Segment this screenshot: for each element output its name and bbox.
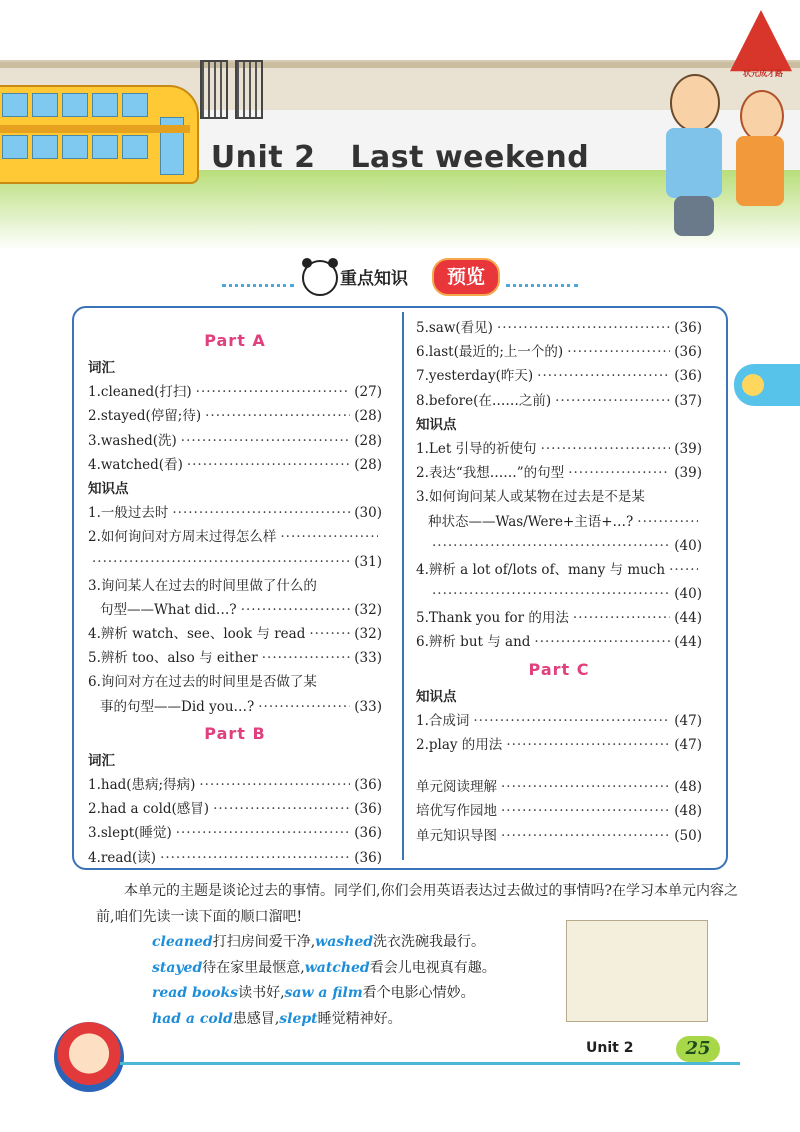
entry-title: 8.before(在……之前) <box>416 392 552 409</box>
rhyme-text: 待在家里最惬意, <box>202 959 305 976</box>
entry-page: (36) <box>354 777 382 793</box>
entry-page: (47) <box>674 737 702 753</box>
rhyme-text: 看会儿电视真有趣。 <box>369 959 496 976</box>
entry-title: 5.saw(看见) <box>416 320 493 336</box>
entry-title: 5.辨析 too、also 与 either <box>88 650 258 667</box>
entry-title: 1.一般过去时 <box>88 505 169 522</box>
rhyme-keyword: had a cold <box>152 1010 233 1027</box>
contents-entry <box>416 775 702 799</box>
rhyme-keyword: saw a film <box>284 985 363 1001</box>
entry-title: 4.辨析 watch、see、look 与 read <box>88 626 306 643</box>
entry-page: (36) <box>674 344 702 361</box>
dot-leader <box>473 709 670 733</box>
contents-entry <box>416 437 702 461</box>
section-heading: 知识点 <box>88 480 129 497</box>
entry-page: (39) <box>674 440 702 457</box>
contents-entry <box>88 453 382 477</box>
contents-entry <box>416 510 702 534</box>
entry-page: (36) <box>674 368 702 385</box>
dotted-line-left <box>222 284 294 287</box>
contents-entry <box>416 630 702 654</box>
rhyme-keyword: slept <box>279 1010 318 1027</box>
entry-page: (36) <box>354 801 382 818</box>
entry-page: (33) <box>354 698 382 715</box>
entry-page: (28) <box>354 408 382 425</box>
rhyme-keyword: stayed <box>152 959 203 976</box>
dot-leader <box>534 630 670 654</box>
entry-page: (47) <box>674 712 702 729</box>
rhyme-line <box>152 981 582 1007</box>
page-title <box>0 140 800 175</box>
rhyme-block <box>152 930 582 1032</box>
entry-title: 2.had a cold(感冒) <box>88 801 210 818</box>
dot-leader <box>213 797 350 821</box>
unit-title: Last weekend <box>350 140 590 175</box>
rhyme-keyword: watched <box>304 959 370 976</box>
footer-line <box>120 1062 740 1065</box>
entry-title: 4.read(读) <box>88 849 157 866</box>
part-heading: Part C <box>528 659 590 679</box>
dot-leader <box>280 525 378 549</box>
rhyme-text: 患感冒, <box>232 1010 280 1027</box>
contents-entry <box>416 733 702 757</box>
contents-entry <box>416 534 702 558</box>
entry-title: 1.had(患病;得病) <box>88 777 196 793</box>
dot-leader <box>637 510 698 534</box>
dot-leader <box>537 364 670 388</box>
entry-page: (40) <box>674 586 702 603</box>
rhyme-keyword: washed <box>315 934 374 950</box>
gate-right <box>235 60 263 119</box>
contents-entry <box>416 582 702 606</box>
bus-stripe <box>0 125 190 133</box>
contents-entry <box>88 695 382 719</box>
page-number: 25 <box>676 1036 720 1062</box>
entry-page: (36) <box>354 825 382 842</box>
rhyme-text: 读书好, <box>238 985 285 1001</box>
entry-title: 1.cleaned(打扫) <box>88 384 192 401</box>
rhyme-line <box>152 1007 582 1033</box>
entry-title: 1.合成词 <box>416 712 470 729</box>
entry-title: 2.如何询问对方周末过得怎么样 <box>88 529 277 546</box>
contents-entry <box>416 799 702 823</box>
section-heading: 词汇 <box>88 752 115 769</box>
preview-badge: 预览 <box>432 258 500 296</box>
contents-right-column <box>416 316 702 848</box>
dot-leader <box>172 501 350 525</box>
dot-leader <box>196 380 351 404</box>
entry-page: (39) <box>674 465 702 482</box>
section-heading: 知识点 <box>416 688 457 705</box>
entry-title: 5.Thank you for 的用法 <box>416 610 569 627</box>
rhyme-text: 洗衣洗碗我最行。 <box>373 934 486 950</box>
dot-leader <box>187 453 350 477</box>
entry-page: (28) <box>354 432 382 449</box>
entry-title: 3.washed(洗) <box>88 432 177 449</box>
entry-page: (44) <box>674 610 702 627</box>
entry-title: 2.表达“我想……”的句型 <box>416 465 565 482</box>
entry-page: (40) <box>674 537 702 554</box>
panda-icon <box>302 260 338 296</box>
dot-leader <box>541 437 671 461</box>
entry-title: 培优写作园地 <box>416 803 497 820</box>
unit-label: Unit 2 <box>210 140 316 175</box>
preview-title: 重点知识 <box>340 269 408 289</box>
contents-entry <box>416 316 702 340</box>
entry-title: 6.辨析 but 与 and <box>416 634 531 651</box>
contents-entry <box>88 797 382 821</box>
contents-entry-line: 3.询问某人在过去的时间里做了什么的 <box>88 577 317 594</box>
entry-page: (37) <box>674 392 702 409</box>
contents-left-column <box>88 326 382 870</box>
rhyme-keyword: cleaned <box>152 934 213 950</box>
dot-leader <box>205 404 350 428</box>
entry-page: (36) <box>674 320 702 336</box>
entry-title: 2.stayed(停留;待) <box>88 408 202 425</box>
rhyme-text: 打扫房间爱干净, <box>212 934 316 950</box>
contents-entry <box>88 598 382 622</box>
mascot-illustration <box>54 1022 124 1092</box>
sun-tab-icon <box>734 364 800 406</box>
rhyme-text: 睡觉精神好。 <box>317 1010 402 1027</box>
contents-entry-line: 3.如何询问某人或某物在过去是不是某 <box>416 489 645 506</box>
entry-title: 2.play 的用法 <box>416 737 503 753</box>
dotted-line-right <box>506 284 578 287</box>
entry-page: (28) <box>354 456 382 473</box>
entry-title: 1.Let 引导的祈使句 <box>416 440 537 457</box>
dot-leader <box>555 389 670 413</box>
contents-entry <box>88 501 382 525</box>
entry-title: 4.watched(看) <box>88 456 183 473</box>
contents-entry <box>88 429 382 453</box>
contents-entry <box>88 525 382 549</box>
header-illustration <box>0 0 800 250</box>
wall-stripe <box>0 62 800 68</box>
contents-entry <box>88 846 382 870</box>
entry-page: (32) <box>354 601 382 618</box>
contents-entry <box>88 646 382 670</box>
dot-leader <box>669 558 698 582</box>
dot-leader <box>501 824 670 848</box>
dot-leader <box>160 846 350 870</box>
entry-page: (30) <box>354 505 382 522</box>
contents-entry <box>416 364 702 388</box>
dot-leader <box>176 821 351 845</box>
contents-entry <box>88 622 382 646</box>
dot-leader <box>309 622 350 646</box>
dot-leader <box>262 646 351 670</box>
entry-page: (50) <box>674 827 702 844</box>
girl-sweeping-illustration <box>566 920 708 1022</box>
preview-banner <box>222 258 578 298</box>
contents-entry <box>416 709 702 733</box>
entry-title: 单元阅读理解 <box>416 779 497 796</box>
section-heading: 词汇 <box>88 360 115 376</box>
entry-page: (44) <box>674 634 702 651</box>
contents-entry <box>416 824 702 848</box>
dot-leader <box>432 534 670 558</box>
rhyme-keyword: read books <box>152 985 239 1001</box>
intro-paragraph: 本单元的主题是谈论过去的事情。同学们,你们会用英语表达过去做过的事情吗?在学习本单元内容之前,咱们先读一读下面的顺口溜吧! <box>96 883 738 925</box>
contents-entry <box>88 404 382 428</box>
contents-divider <box>402 312 404 860</box>
contents-entry <box>416 558 702 582</box>
dot-leader <box>573 606 670 630</box>
dot-leader <box>241 598 351 622</box>
entry-page: (48) <box>674 803 702 820</box>
entry-page: (27) <box>354 384 382 401</box>
dot-leader <box>432 582 670 606</box>
dot-leader <box>497 316 670 340</box>
entry-page: (48) <box>674 779 702 796</box>
dot-leader <box>567 340 670 364</box>
dot-leader <box>199 773 350 797</box>
dot-leader <box>501 775 670 799</box>
rhyme-line <box>152 930 582 956</box>
entry-page: (36) <box>354 849 382 866</box>
dot-leader <box>181 429 351 453</box>
contents-entry <box>416 606 702 630</box>
rhyme-text: 看个电影心情妙。 <box>362 985 475 1001</box>
entry-page: (31) <box>354 553 382 570</box>
dot-leader <box>258 695 350 719</box>
part-heading: Part A <box>204 331 266 350</box>
dot-leader <box>506 733 670 757</box>
contents-entry <box>88 821 382 845</box>
contents-entry <box>88 550 382 574</box>
publisher-logo-text: 状元成才路 <box>743 69 783 78</box>
entry-title: 6.last(最近的;上一个的) <box>416 344 564 361</box>
entry-title: 单元知识导图 <box>416 827 497 844</box>
gate-left <box>200 60 228 119</box>
dot-leader <box>92 550 350 574</box>
entry-title: 4.辨析 a lot of/lots of、many 与 much <box>416 561 666 578</box>
part-heading: Part B <box>204 723 266 743</box>
contents-entry-line: 6.询问对方在过去的时间里是否做了某 <box>88 674 317 691</box>
contents-entry <box>416 461 702 485</box>
entry-title: 句型——What did…? <box>100 601 237 618</box>
entry-title: 事的句型——Did you…? <box>100 698 255 715</box>
entry-page: (32) <box>354 626 382 643</box>
entry-title: 7.yesterday(昨天) <box>416 368 534 385</box>
contents-entry <box>88 380 382 404</box>
contents-entry <box>416 389 702 413</box>
entry-title: 种状态——Was/Were+主语+…? <box>428 513 634 530</box>
dot-leader <box>501 799 670 823</box>
entry-title: 3.slept(睡觉) <box>88 825 172 842</box>
entry-page: (33) <box>354 650 382 667</box>
dot-leader <box>568 461 670 485</box>
rhyme-line <box>152 956 582 982</box>
contents-spacer <box>416 757 702 775</box>
section-heading: 知识点 <box>416 416 457 433</box>
contents-entry <box>416 340 702 364</box>
contents-entry <box>88 773 382 797</box>
footer-unit: Unit 2 <box>586 1040 634 1056</box>
